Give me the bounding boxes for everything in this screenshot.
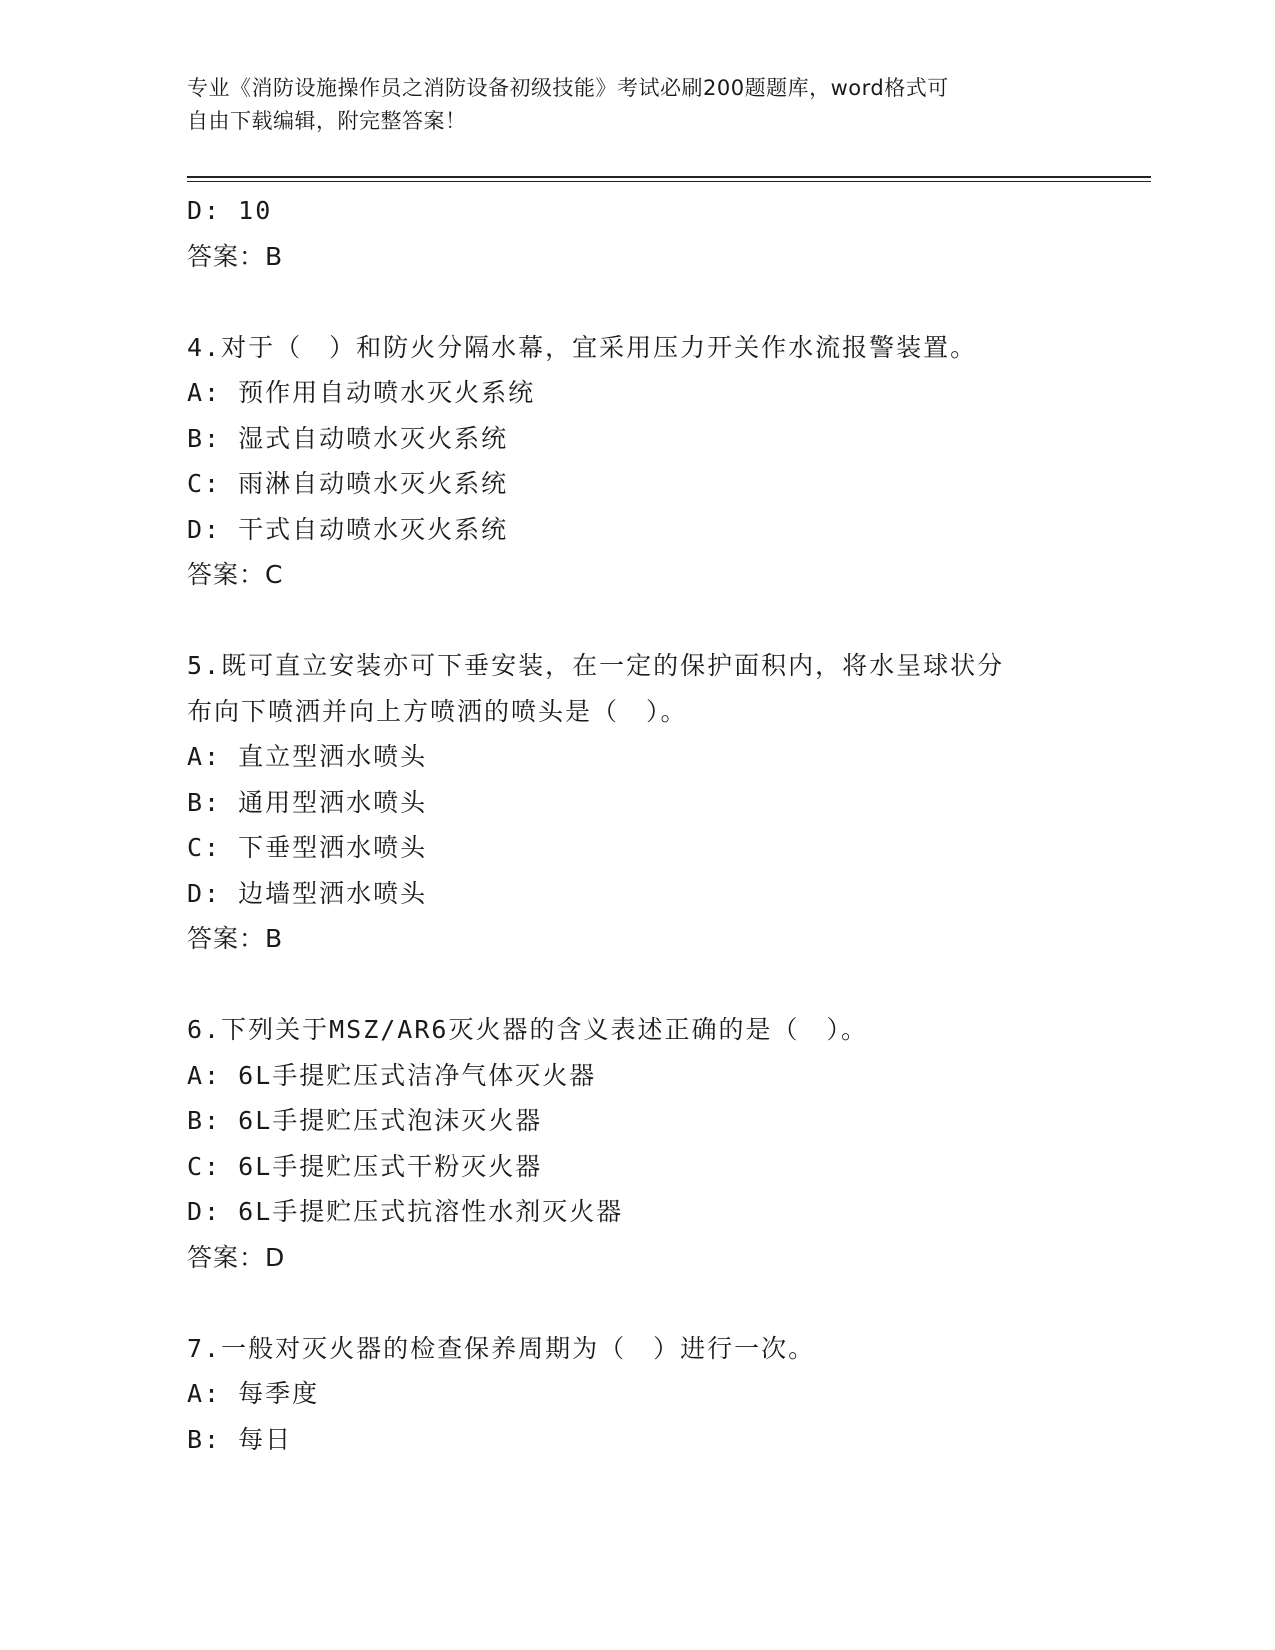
option-a: A: 6L手提贮压式洁净气体灭火器 [187, 1060, 597, 1090]
option-c: C: 6L手提贮压式干粉灭火器 [187, 1151, 543, 1181]
question-stem-line-1: 5.既可直立安装亦可下垂安装，在一定的保护面积内，将水呈球状分 [187, 651, 1005, 680]
option-d: D: 10 [187, 196, 273, 225]
question-stem-line-2: 布向下喷洒并向上方喷洒的喷头是（ ）。 [187, 696, 688, 726]
question-5 [187, 643, 1087, 962]
option-b: B: 湿式自动喷水灭火系统 [187, 423, 509, 453]
spacer [187, 279, 1087, 325]
question-fragment [187, 188, 1087, 279]
answer-line: 答案：B [187, 241, 284, 271]
question-stem: 6.下列关于MSZ/AR6灭火器的含义表述正确的是（ ）。 [187, 1015, 868, 1044]
option-a: A: 每季度 [187, 1379, 320, 1408]
question-4 [187, 325, 1087, 598]
option-c: C: 下垂型洒水喷头 [187, 833, 428, 862]
option-a: A: 直立型洒水喷头 [187, 742, 428, 771]
option-c: C: 雨淋自动喷水灭火系统 [187, 469, 509, 498]
answer-line: 答案：C [187, 560, 284, 589]
question-6 [187, 1007, 1087, 1280]
question-stem: 7.一般对灭火器的检查保养周期为（ ）进行一次。 [187, 1333, 816, 1363]
option-a: A: 预作用自动喷水灭火系统 [187, 378, 536, 407]
page-header [187, 72, 1067, 138]
answer-line: 答案：B [187, 924, 284, 953]
header-line-2: 自由下载编辑，附完整答案！ [187, 109, 467, 133]
option-d: D: 干式自动喷水灭火系统 [187, 514, 509, 544]
spacer [187, 1280, 1087, 1326]
option-d: D: 6L手提贮压式抗溶性水剂灭火器 [187, 1197, 624, 1226]
option-b: B: 通用型洒水喷头 [187, 787, 428, 817]
option-d: D: 边墙型洒水喷头 [187, 878, 428, 908]
question-list [187, 188, 1087, 1462]
question-stem: 4.对于（ ）和防火分隔水幕，宜采用压力开关作水流报警装置。 [187, 332, 978, 362]
option-b: B: 6L手提贮压式泡沫灭火器 [187, 1106, 543, 1135]
spacer [187, 962, 1087, 1008]
answer-line: 答案：D [187, 1242, 286, 1272]
header-divider-thick [187, 176, 1151, 178]
spacer [187, 598, 1087, 644]
question-7 [187, 1326, 1087, 1463]
header-line-1: 专业《消防设施操作员之消防设备初级技能》考试必刷200题题库，word格式可 [187, 76, 949, 100]
header-divider-thin [187, 181, 1151, 182]
option-b: B: 每日 [187, 1424, 293, 1454]
